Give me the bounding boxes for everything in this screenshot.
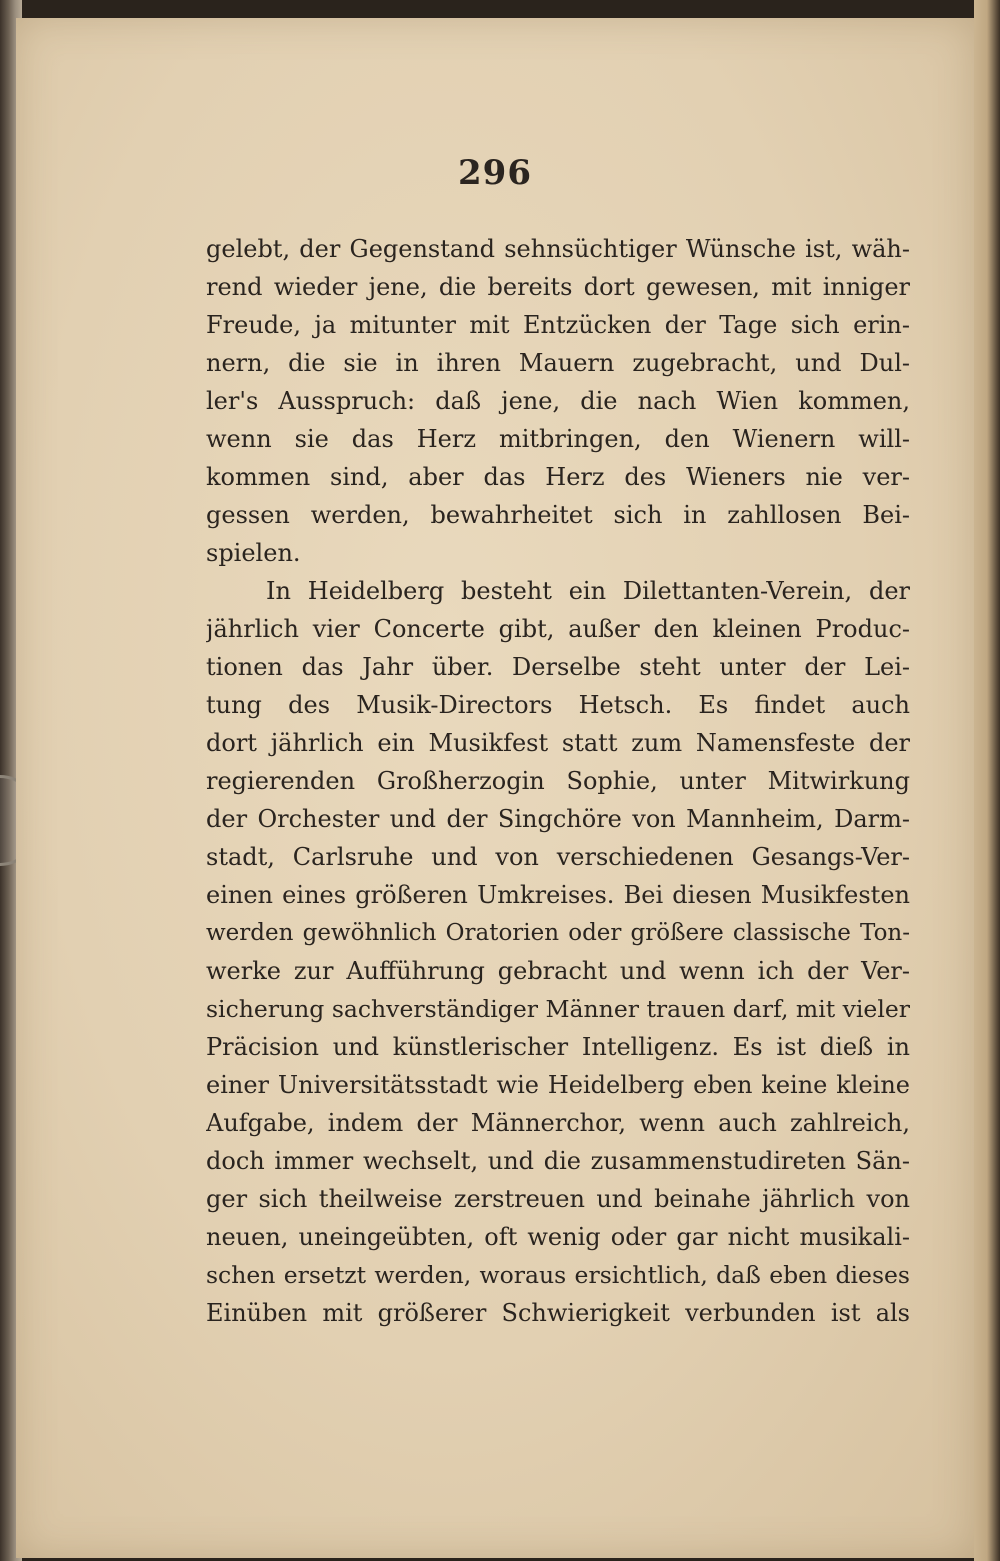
text-line: der Orchester und der Singchöre von Mannheim, Darm- (206, 805, 910, 833)
text-line: kommen sind, aber das Herz des Wieners nie ver- (206, 463, 910, 491)
text-line: einen eines größeren Umkreises. Bei diesen Musikfesten (206, 881, 910, 909)
text-line: nern, die sie in ihren Mauern zugebracht, und Dul- (206, 349, 910, 377)
text-line: gessen werden, bewahrheitet sich in zahllosen Bei- (206, 501, 910, 529)
text-line: ler's Ausspruch: daß jene, die nach Wien kommen, (206, 387, 910, 415)
next-page-edge (974, 0, 1000, 1561)
page-paper (16, 18, 974, 1558)
text-line: tung des Musik-Directors Hetsch. Es findet auch (206, 691, 910, 719)
text-line: stadt, Carlsruhe und von verschiedenen Gesangs-Ver- (206, 843, 910, 871)
text-line: wenn sie das Herz mitbringen, den Wienern will- (206, 425, 910, 453)
text-line: tionen das Jahr über. Derselbe steht unter der Lei- (206, 653, 910, 681)
text-line: einer Universitätsstadt wie Heidelberg eben keine kleine (206, 1071, 910, 1099)
text-line: schen ersetzt werden, woraus ersichtlich, daß eben dieses (206, 1261, 910, 1289)
page-number: 296 (458, 153, 532, 193)
text-line: dort jährlich ein Musikfest statt zum Namensfeste der (206, 729, 910, 757)
text-line: werke zur Aufführung gebracht und wenn ich der Ver- (206, 957, 910, 985)
text-line: doch immer wechselt, und die zusammenstudireten Sän- (206, 1147, 910, 1175)
text-line: spielen. (206, 539, 301, 567)
text-line: jährlich vier Concerte gibt, außer den kleinen Produc- (206, 615, 910, 643)
text-line: Freude, ja mitunter mit Entzücken der Tage sich erin- (206, 311, 910, 339)
text-line: gelebt, der Gegenstand sehnsüchtiger Wünsche ist, wäh- (206, 235, 910, 263)
text-line: Einüben mit größerer Schwierigkeit verbunden ist als (206, 1299, 910, 1327)
text-line: Aufgabe, indem der Männerchor, wenn auch zahlreich, (206, 1109, 910, 1137)
text-line: Präcision und künstlerischer Intelligenz. Es ist dieß in (206, 1033, 910, 1061)
body-text (206, 230, 910, 1332)
text-line: neuen, uneingeübten, oft wenig oder gar nicht musikali- (206, 1223, 910, 1251)
text-line: ger sich theilweise zerstreuen und beinahe jährlich von (206, 1185, 910, 1213)
text-line: werden gewöhnlich Oratorien oder größere classische Ton- (206, 920, 910, 946)
text-line: sicherung sachverständiger Männer trauen darf, mit vieler (206, 995, 910, 1023)
text-line: regierenden Großherzogin Sophie, unter Mitwirkung (206, 767, 910, 795)
text-line: In Heidelberg besteht ein Dilettanten-Verein, der (266, 577, 910, 605)
text-line: rend wieder jene, die bereits dort gewesen, mit inniger (206, 273, 910, 301)
